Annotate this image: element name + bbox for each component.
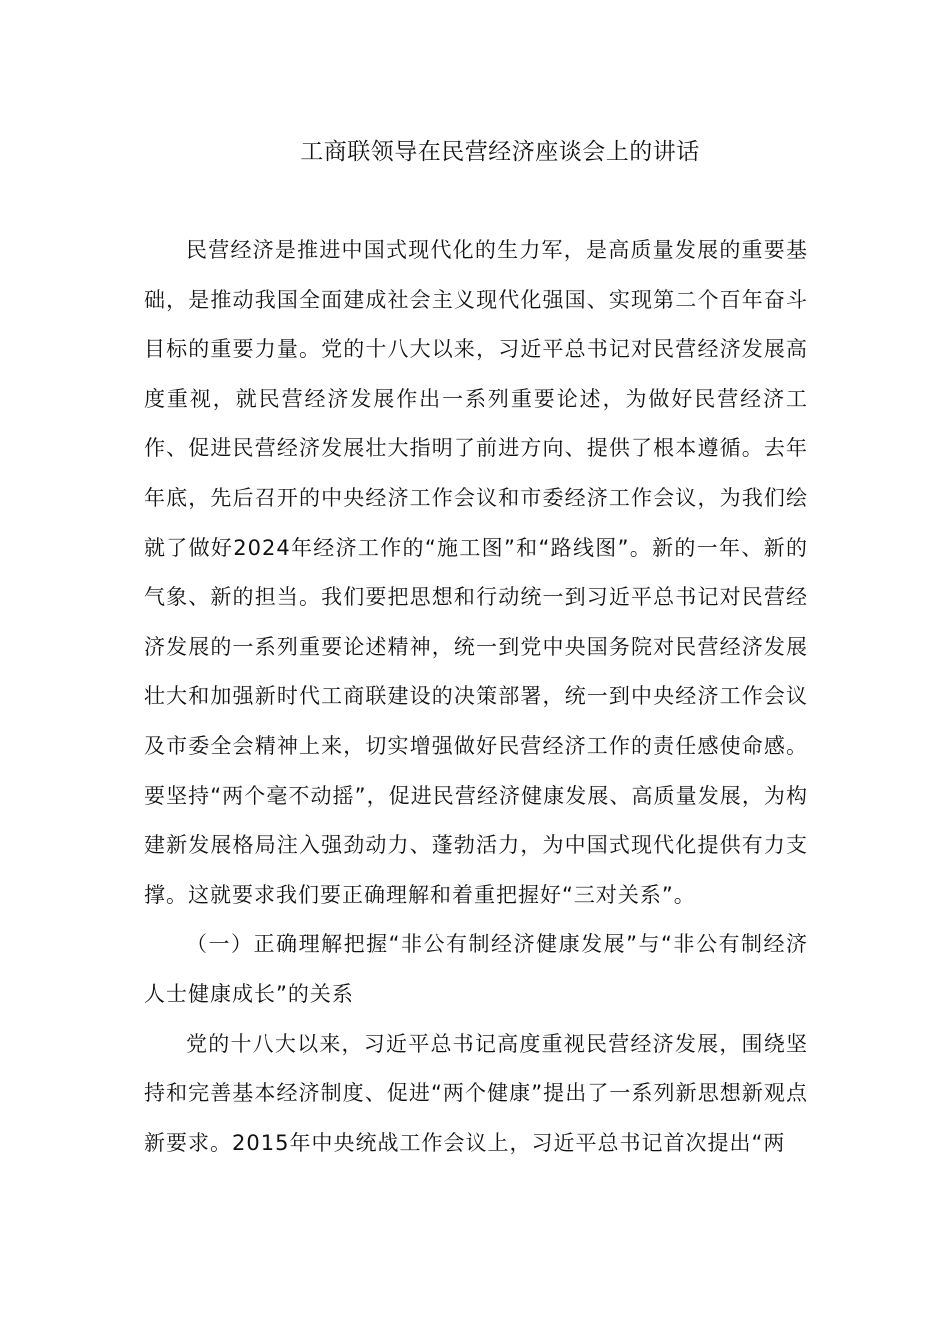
section-heading-1: （一）正确理解把握“非公有制经济健康发展”与“非公有制经济人士健康成长”的关系 (144, 932, 808, 1006)
body-paragraph-intro: 民营经济是推进中国式现代化的生力军，是高质量发展的重要基础，是推动我国全面建成社会主义现代化强国、实现第二个百年奋斗目标的重要力量。党的十八大以来，习近平总书记对民营经济发展高度重视，就民营经济发展作出一系列重要论述，为做好民营经济工作、促进民营经济发展壮大指明了前进方向、提供了根本遵循。去年年底，先后召开的中央经济工作会议和市委经济工作会议，为我们绘就了做好2024年经济工作的“施工图”和“路线图”。新的一年、新的气象、新的担当。我们要把思想和行动统一到习近平总书记对民营经济发展的一系列重要论述精神，统一到党中央国务院对民营经济发展壮大和加强新时代工商联建设的决策部署，统一到中央经济工作会议及市委全会精神上来，切实增强做好民营经济工作的责任感使命感。要坚持“两个毫不动摇”，促进民营经济健康发展、高质量发展，为构建新发展格局注入强劲动力、蓬勃活力，为中国式现代化提供有力支撑。这就要求我们要正确理解和着重把握好“三对关系”。 (144, 238, 808, 907)
document-title: 工商联领导在民营经济座谈会上的讲话 (300, 139, 700, 165)
document-body (144, 226, 808, 1168)
body-paragraph-section-1: 党的十八大以来，习近平总书记高度重视民营经济发展，围绕坚持和完善基本经济制度、促进“两个健康”提出了一系列新思想新观点新要求。2015年中央统战工作会议上，习近平总书记首次提出“两 (144, 1031, 808, 1155)
